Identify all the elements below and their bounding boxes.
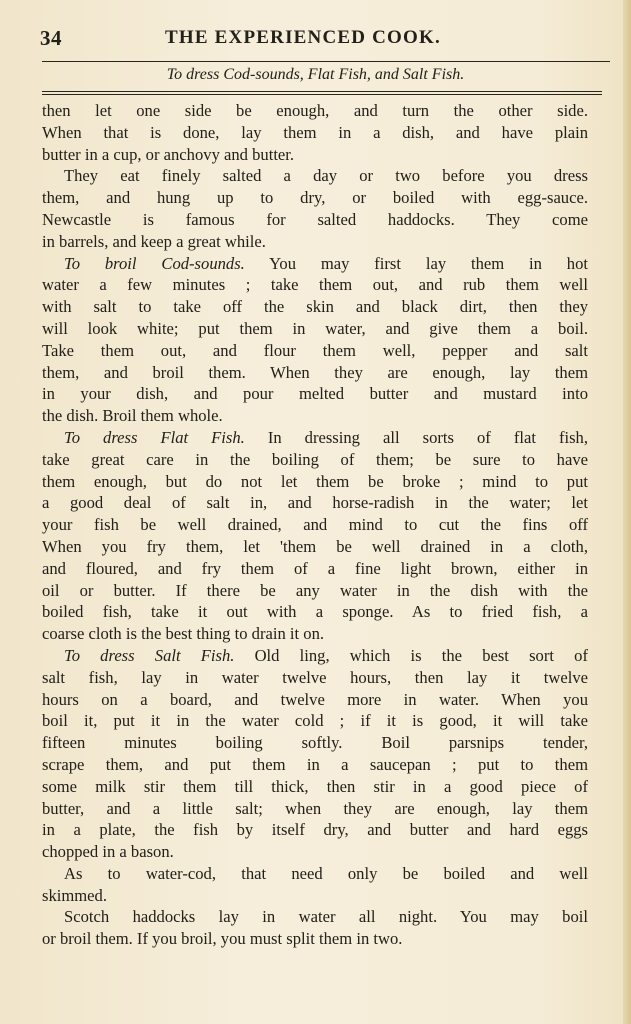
running-title: THE EXPERIENCED COOK. [165,27,441,48]
text-line: the dish. Broil them whole. [42,406,223,426]
text-line: hours on a board, and twelve more in water. When you [42,689,588,709]
page-number: 34 [40,26,62,50]
text-line: To broil Cod-sounds. You may first lay them in hot [64,253,588,273]
text-line: then let one side be enough, and turn the other side. [42,101,588,120]
text-line: They eat finely salted a day or two before you dress [64,166,588,186]
text-line: in your dish, and pour melted butter and mustard into [42,384,588,404]
header-rule [42,61,610,62]
text-line: them, and hung up to dry, or boiled with egg-sauce. [42,188,588,208]
text-line: salt fish, lay in water twelve hours, then lay it twelve [42,667,588,687]
text-line: Scotch haddocks lay in water all night. You may boil [64,907,588,927]
text-line: in barrels, and keep a great while. [42,231,266,251]
text-line: them enough, but do not let them be broke ; mind to put [42,471,588,491]
text-line: butter, and a little salt; when they are enough, lay them [42,798,588,818]
text-line: your fish be well drained, and mind to cut the fins off [42,515,588,535]
page-edge [623,0,631,1024]
text-line: Take them out, and flour them well, pepper and salt [42,340,588,360]
text-line: As to water-cod, that need only be boiled and well [64,863,588,883]
text-line: boil it, put it in the water cold ; if it is good, it will take [42,711,588,731]
body-text [42,100,588,950]
text-line: or broil them. If you broil, you must split them in two. [42,929,403,949]
text-line: them, and broil them. When they are enough, lay them [42,362,588,382]
text-line: scrape them, and put them in a saucepan ; put to them [42,754,588,774]
text-line: in a plate, the fish by itself dry, and butter and hard eggs [42,820,588,840]
text-line: skimmed. [42,885,107,905]
text-line: and floured, and fry them of a fine light brown, either in [42,558,588,578]
text-line: will look white; put them in water, and give them a boil. [42,318,588,338]
text-line: coarse cloth is the best thing to drain it on. [42,624,325,644]
text-line: take great care in the boiling of them; be sure to have [42,449,588,469]
subtitle-rule-second [42,94,602,95]
subtitle-rule [42,91,602,92]
text-line: boiled fish, take it out with a sponge. As to fried fish, a [42,602,588,622]
text-line: with salt to take off the skin and black dirt, then they [42,297,588,317]
page-header [40,26,606,60]
text-line: some milk stir them till thick, then stir in a good piece of [42,776,588,796]
text-line: To dress Salt Fish. Old ling, which is the best sort of [64,645,588,665]
text-line: water a few minutes ; take them out, and rub them well [42,275,588,295]
text-line: When that is done, lay them in a dish, and have plain [42,122,588,142]
text-line: fifteen minutes boiling softly. Boil parsnips tender, [42,733,588,753]
text-line: Newcastle is famous for salted haddocks. They come [42,209,588,229]
text-line: oil or butter. If there be any water in the dish with the [42,580,588,600]
text-line: When you fry them, let 'them be well drained in a cloth, [42,536,588,556]
recipe-heading: To dress Flat Fish. [64,427,245,447]
text-line: butter in a cup, or anchovy and butter. [42,144,295,164]
section-subtitle: To dress Cod-sounds, Flat Fish, and Salt Fish. [166,66,465,83]
text-line: a good deal of salt in, and horse-radish in the water; let [42,493,588,513]
recipe-heading: To broil Cod-sounds. [64,253,245,273]
text-line: To dress Flat Fish. In dressing all sorts of flat fish, [64,427,588,447]
recipe-heading: To dress Salt Fish. [64,645,235,665]
text-line: chopped in a bason. [42,842,174,862]
